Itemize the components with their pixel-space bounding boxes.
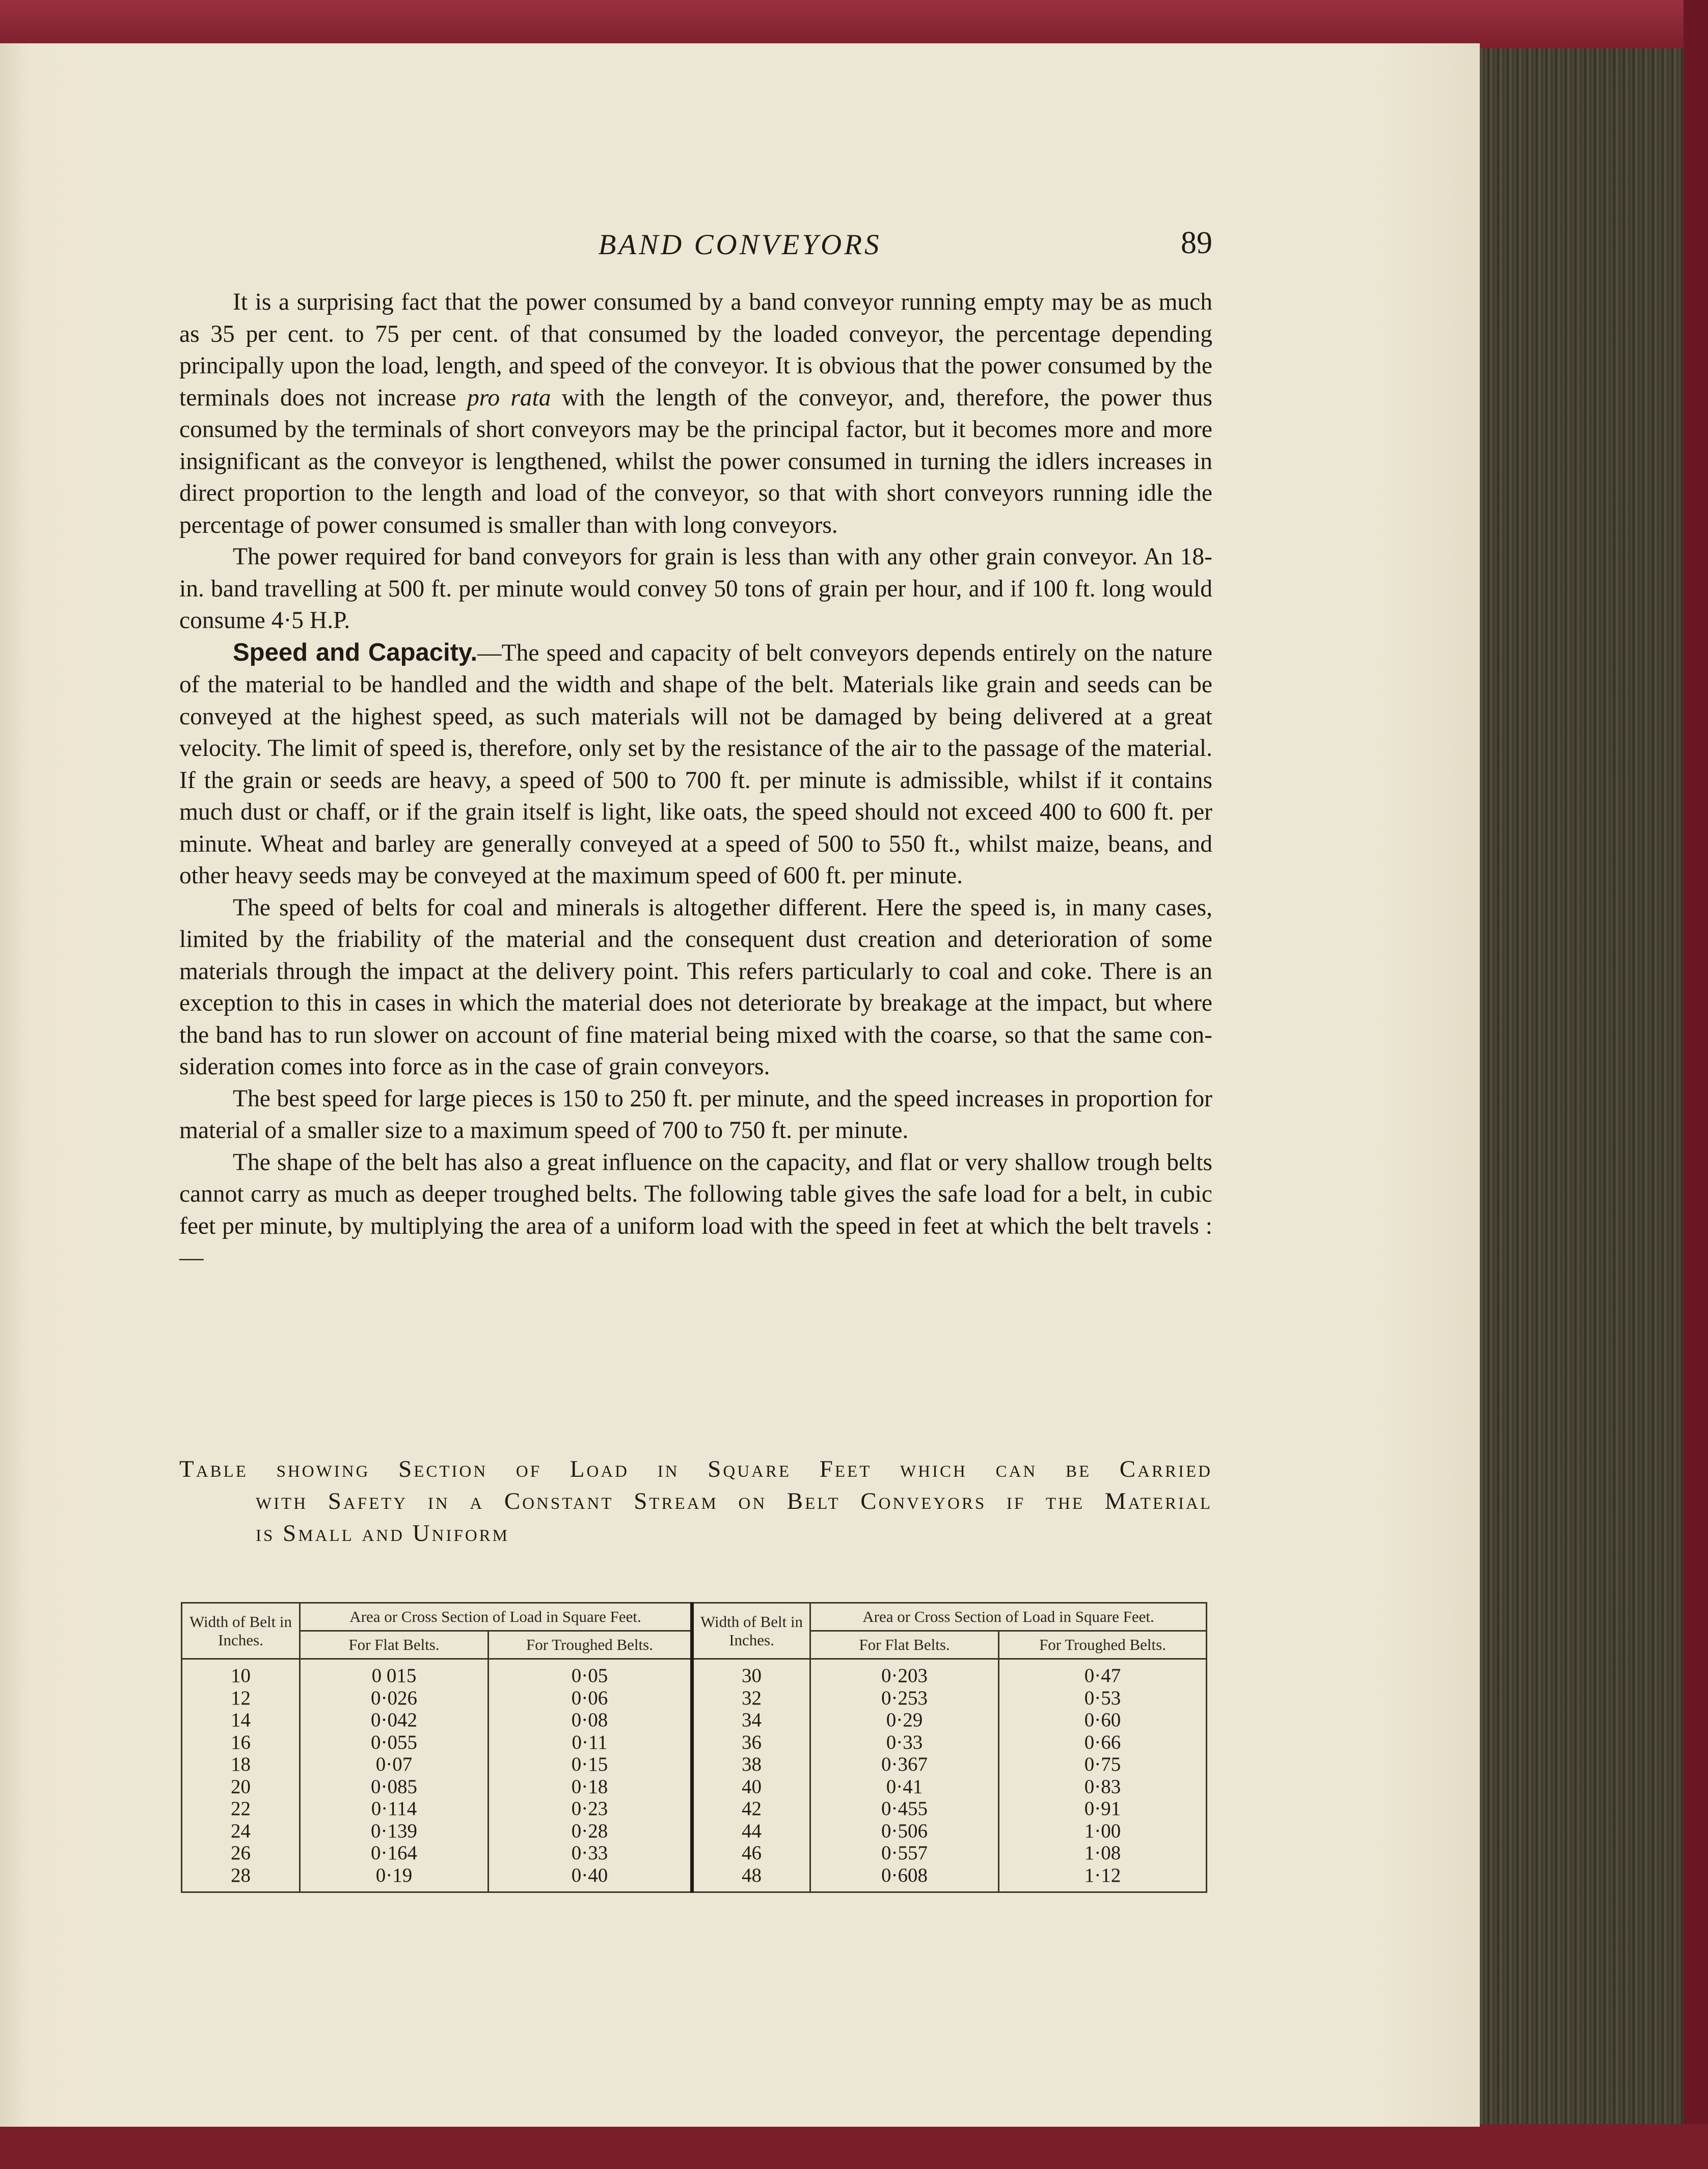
header-area: Area or Cross Section of Load in Square Feet. [300, 1603, 692, 1631]
cell-troughed: 0·75 [999, 1753, 1207, 1776]
cell-troughed: 0·18 [489, 1776, 692, 1798]
header-flat: For Flat Belts. [810, 1631, 999, 1659]
cell-troughed: 0·06 [489, 1687, 692, 1710]
paragraph [179, 637, 1212, 892]
cell-troughed: 0·08 [489, 1709, 692, 1731]
cell-width: 22 [182, 1798, 300, 1820]
running-head: BAND CONVEYORS [598, 229, 882, 261]
header-troughed: For Troughed Belts. [489, 1631, 692, 1659]
header-area: Area or Cross Section of Load in Square Feet. [810, 1603, 1207, 1631]
cell-flat: 0·164 [300, 1842, 489, 1864]
header-width: Width of Belt in Inches. [692, 1603, 810, 1659]
cell-flat: 0·085 [300, 1776, 489, 1798]
cell-flat: 0·33 [810, 1731, 999, 1754]
cell-flat: 0·203 [810, 1659, 999, 1687]
cell-flat: 0·367 [810, 1753, 999, 1776]
cell-flat: 0 015 [300, 1659, 489, 1687]
table-row [182, 1798, 1207, 1820]
cell-width: 38 [692, 1753, 810, 1776]
cell-troughed: 0·23 [489, 1798, 692, 1820]
table-row [182, 1709, 1207, 1731]
paragraph: The speed of belts for coal and minerals is altogether different. Here the speed is, in many cases, limited by the friability of the material and the consequent dust creation and deterioration of some materials through the impact at the delivery point. This refers particularly to coal and coke. There is an exception to this in cases in which the material does not deteriorate by breakage at the impact, but where the band has to run slower on account of fine material being mixed with the coarse, so that the same consideration comes into force as in the case of grain conveyors. [179, 894, 1212, 1080]
cell-troughed: 0·15 [489, 1753, 692, 1776]
book-cover-right [1684, 0, 1708, 2169]
cell-flat: 0·557 [810, 1842, 999, 1864]
cell-width: 18 [182, 1753, 300, 1776]
cell-width: 42 [692, 1798, 810, 1820]
cell-troughed: 0·11 [489, 1731, 692, 1754]
book-cover-top [0, 0, 1708, 48]
cell-troughed: 1·08 [999, 1842, 1207, 1864]
paragraph-text: —The speed and capacity of belt conveyors depends entirely on the nature of the material to be handled and the width and shape of the belt. Materials like grain and seeds can be conveyed at the highest speed, as such materials will not be damaged by being delivered at a great velocity. The limit of speed is, therefore, only set by the resistance of the air to the passage of the material. If the grain or seeds are heavy, a speed of 500 to 700 ft. per minute is admissible, whilst if it contains much dust or chaff, or if the grain itself is light, like oats, the speed should not exceed 400 to 600 ft. per minute. Wheat and barley are generally conveyed at a speed of 500 to 550 ft., whilst maize, beans, and other heavy seeds may be conveyed at the maximum speed of 600 ft. per minute. [179, 639, 1212, 889]
cell-troughed: 0·33 [489, 1842, 692, 1864]
book-cover-bottom [0, 2124, 1708, 2169]
cell-width: 28 [182, 1864, 300, 1892]
cell-flat: 0·114 [300, 1798, 489, 1820]
cell-width: 46 [692, 1842, 810, 1864]
paragraph: The best speed for large pieces is 150 to 250 ft. per minute, and the speed increases in proportion for material of a smaller size to a maximum speed of 700 to 750 ft. per minute. [179, 1085, 1212, 1144]
cell-flat: 0·455 [810, 1798, 999, 1820]
cell-flat: 0·608 [810, 1864, 999, 1892]
cell-troughed: 0·53 [999, 1687, 1207, 1710]
cell-troughed: 1·12 [999, 1864, 1207, 1892]
cell-troughed: 1·00 [999, 1820, 1207, 1842]
cell-width: 24 [182, 1820, 300, 1842]
table-caption [179, 1453, 1212, 1550]
table-row [182, 1864, 1207, 1892]
cell-width: 44 [692, 1820, 810, 1842]
cell-troughed: 0·05 [489, 1659, 692, 1687]
table-row [182, 1753, 1207, 1776]
cell-width: 32 [692, 1687, 810, 1710]
caption-line: is Small and Uniform [256, 1520, 510, 1547]
table-row [182, 1820, 1207, 1842]
table-row [182, 1659, 1207, 1687]
header-flat: For Flat Belts. [300, 1631, 489, 1659]
table-row [182, 1731, 1207, 1754]
cell-troughed: 0·40 [489, 1864, 692, 1892]
capacity-table [181, 1602, 1207, 1893]
cell-flat: 0·253 [810, 1687, 999, 1710]
cell-width: 12 [182, 1687, 300, 1710]
header-troughed: For Troughed Belts. [999, 1631, 1207, 1659]
paragraph: It is a surprising fact that the power consumed by a band conveyor running empty may be as much as 35 per cent. to 75 per cent. of that consumed by the loaded conveyor, the percentage depending principally upon the load, length, and speed of the conveyor. It is obvious that the power consumed by the terminals does not increase pro rata with the length of the conveyor, and, therefore, the power thus consumed by the terminals of short conveyors may be the principal factor, but it becomes more and more insignificant as the conveyor is lengthened, whilst the power consumed in turning the idlers increases in direct proportion to the length and load of the conveyor, so that with short conveyors running idle the percentage of power consumed is smaller than with long conveyors. [179, 289, 1213, 538]
paragraph: The shape of the belt has also a great influence on the capacity, and flat or very shallow trough belts cannot carry as much as deeper troughed belts. The following table gives the safe load for a belt, in cubic feet per minute, by multiplying the area of a uniform load with the speed in feet at which the belt travels :— [179, 1149, 1212, 1271]
cell-troughed: 0·91 [999, 1798, 1207, 1820]
cell-width: 48 [692, 1864, 810, 1892]
table-row [182, 1687, 1207, 1710]
cell-width: 36 [692, 1731, 810, 1754]
cell-width: 14 [182, 1709, 300, 1731]
header-width: Width of Belt in Inches. [182, 1603, 300, 1659]
cell-flat: 0·41 [810, 1776, 999, 1798]
cell-width: 30 [692, 1659, 810, 1687]
page-number: 89 [1181, 226, 1212, 260]
cell-width: 26 [182, 1842, 300, 1864]
cell-width: 10 [182, 1659, 300, 1687]
cell-flat: 0·042 [300, 1709, 489, 1731]
table-row [182, 1842, 1207, 1864]
cell-troughed: 0·47 [999, 1659, 1207, 1687]
cell-flat: 0·026 [300, 1687, 489, 1710]
table-body [182, 1659, 1207, 1892]
cell-flat: 0·506 [810, 1820, 999, 1842]
cell-troughed: 0·28 [489, 1820, 692, 1842]
cell-flat: 0·29 [810, 1709, 999, 1731]
cell-troughed: 0·66 [999, 1731, 1207, 1754]
caption-line: Table showing Section of Load in Square Feet which can be Carried [179, 1456, 1212, 1482]
cell-width: 20 [182, 1776, 300, 1798]
cell-flat: 0·07 [300, 1753, 489, 1776]
cell-troughed: 0·60 [999, 1709, 1207, 1731]
cell-flat: 0·139 [300, 1820, 489, 1842]
cell-width: 40 [692, 1776, 810, 1798]
cell-width: 16 [182, 1731, 300, 1754]
paragraph: The power required for band conveyors for grain is less than with any other grain conveyor. An 18-in. band travelling at 500 ft. per minute would convey 50 tons of grain per hour, and if 100 ft. long would consume 4·5 H.P. [179, 544, 1212, 634]
table-row [182, 1776, 1207, 1798]
page-block-edge [1465, 48, 1684, 2124]
body-text [179, 286, 1212, 1274]
book-page [0, 43, 1480, 2127]
cell-troughed: 0·83 [999, 1776, 1207, 1798]
cell-flat: 0·19 [300, 1864, 489, 1892]
cell-flat: 0·055 [300, 1731, 489, 1754]
caption-line: with Safety in a Constant Stream on Belt Conveyors if the Material [256, 1488, 1212, 1514]
section-heading: Speed and Capacity. [233, 638, 478, 666]
cell-width: 34 [692, 1709, 810, 1731]
